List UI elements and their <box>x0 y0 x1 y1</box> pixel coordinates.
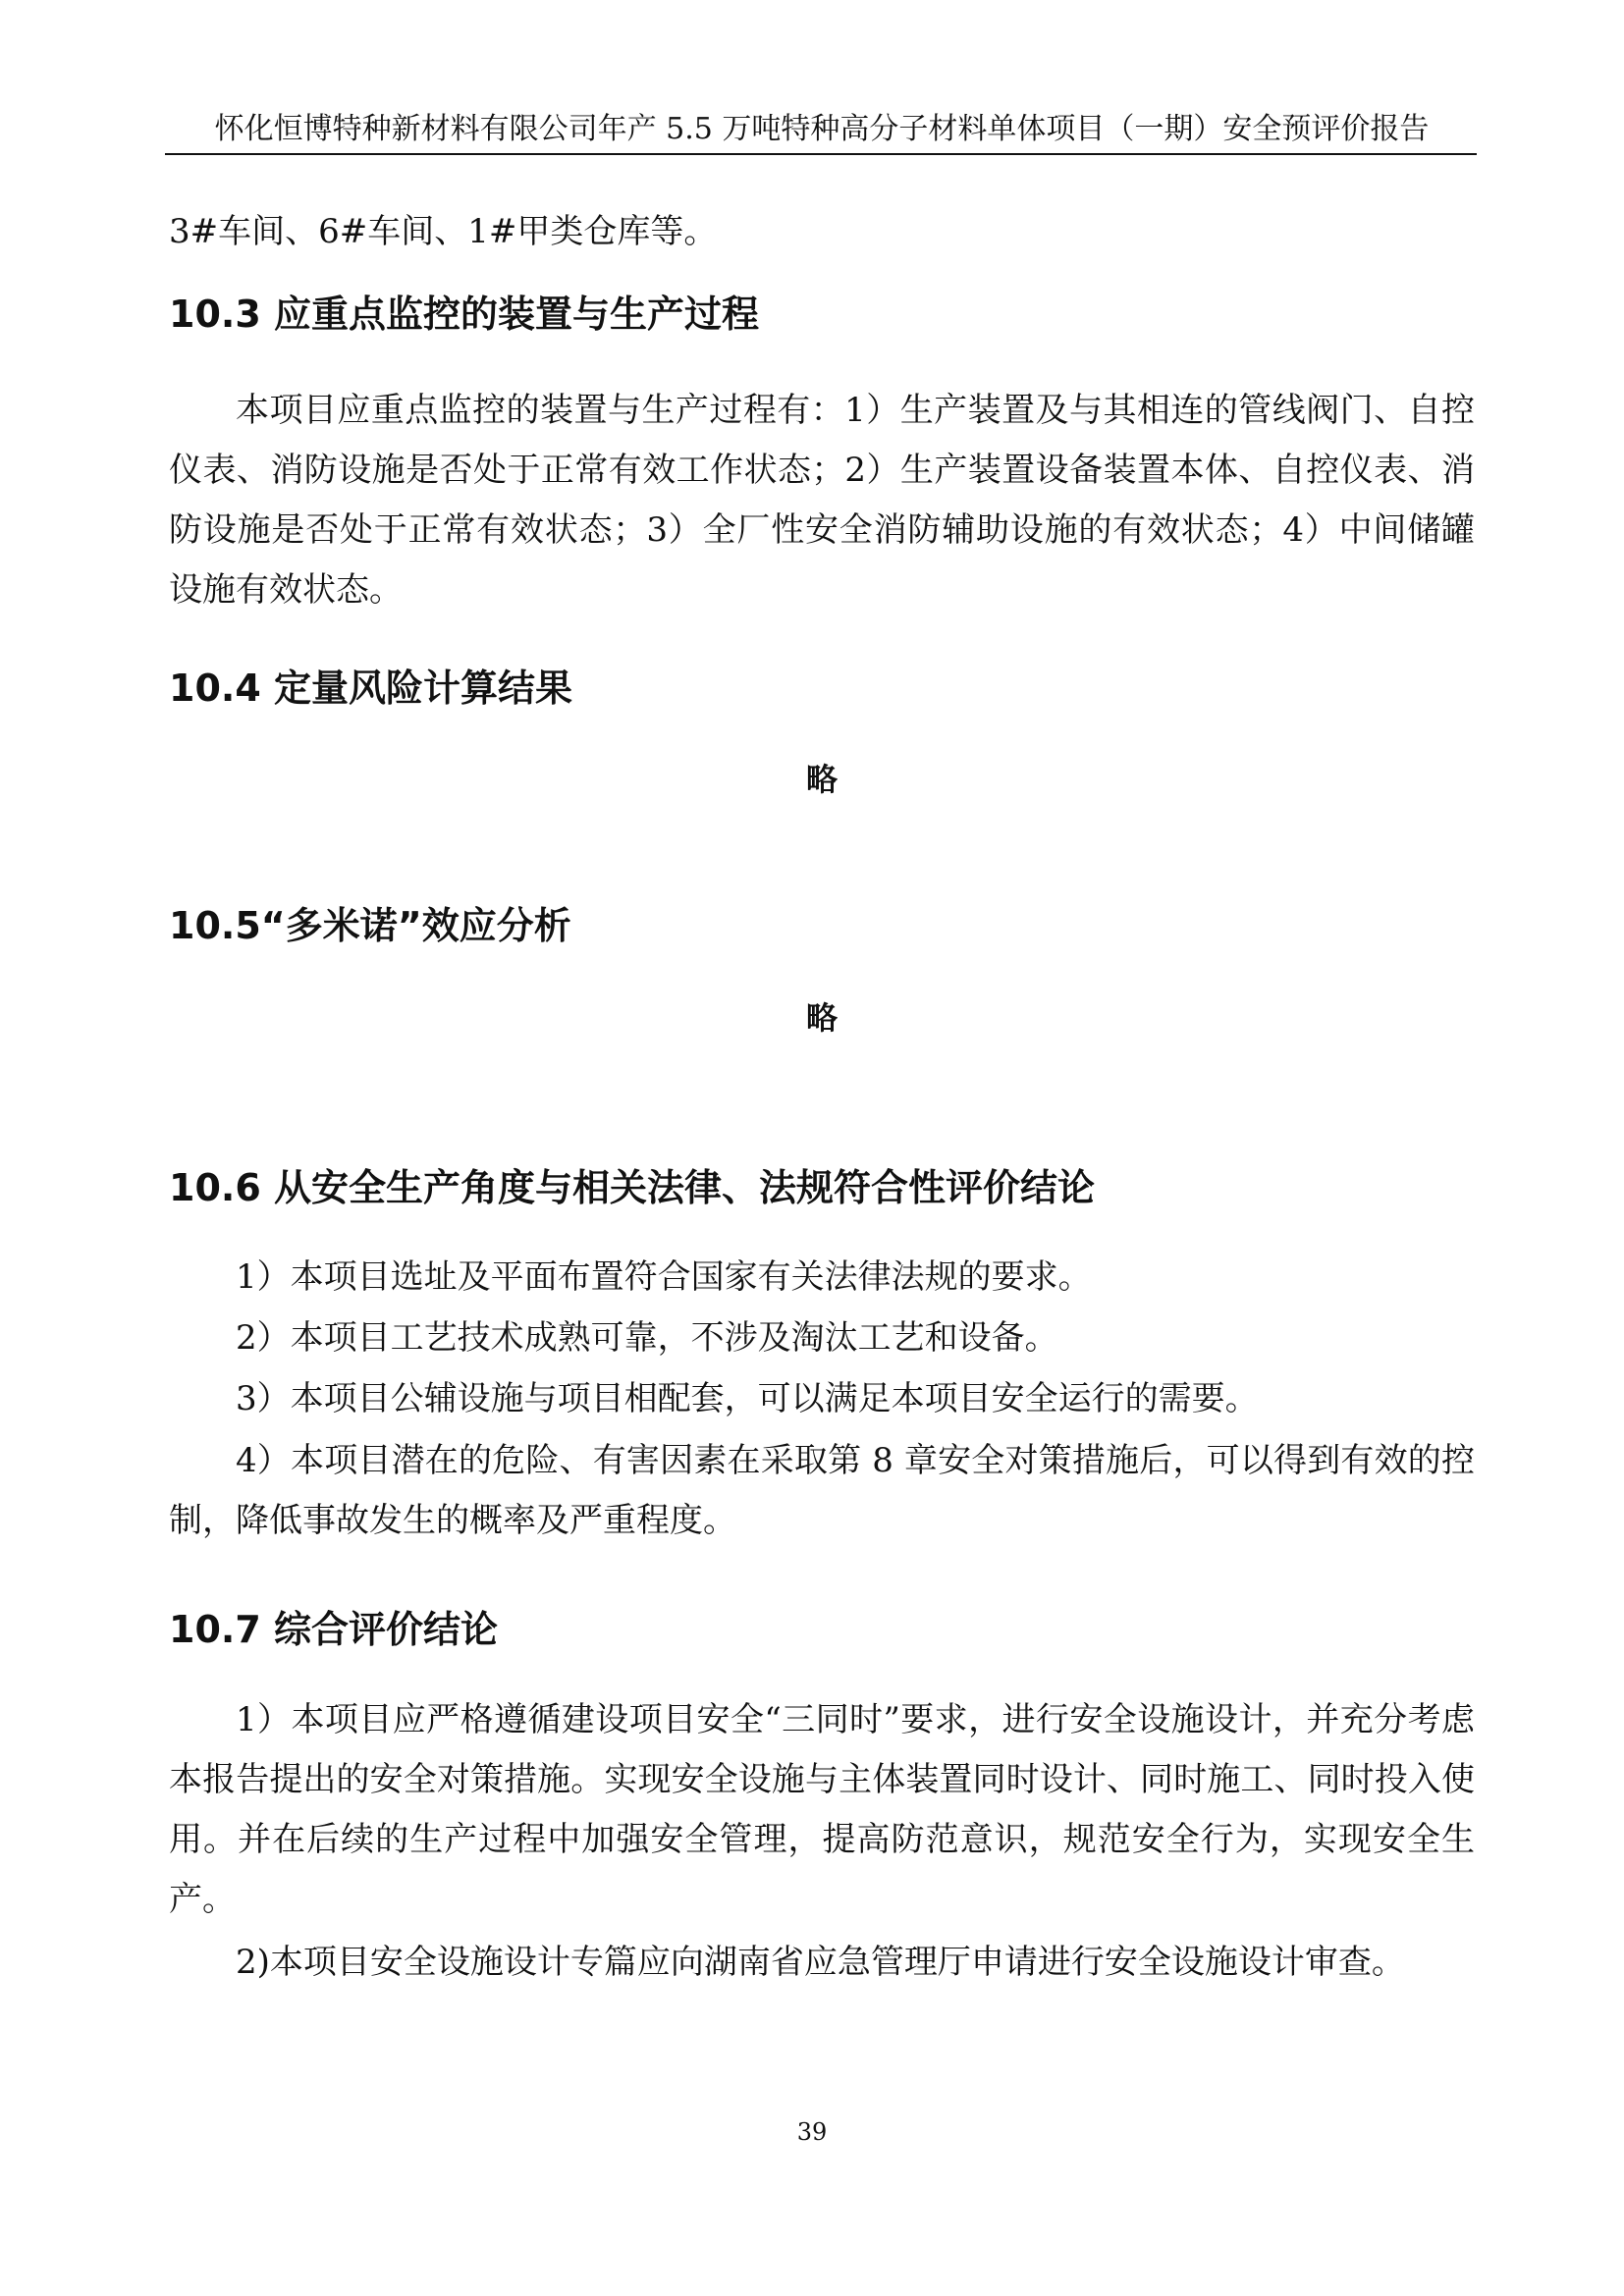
section-heading-10-5: 10.5“多米诺”效应分析 <box>169 904 571 947</box>
section-10-6-item-1: 1）本项目选址及平面布置符合国家有关法律法规的要求。 <box>236 1257 1092 1297</box>
section-10-4-omitted-note: 略 <box>805 761 838 798</box>
section-heading-10-4: 10.4 定量风险计算结果 <box>169 667 572 710</box>
section-10-6-item-3: 3）本项目公辅设施与项目相配套，可以满足本项目安全运行的需要。 <box>236 1379 1259 1418</box>
section-heading-10-6: 10.6 从安全生产角度与相关法律、法规符合性评价结论 <box>169 1166 1095 1209</box>
page-number: 39 <box>796 2118 828 2146</box>
page-header: 怀化恒博特种新材料有限公司年产 5.5 万吨特种高分子材料单体项目（一期）安全预评价报告 <box>214 112 1430 146</box>
section-10-3-paragraph: 本项目应重点监控的装置与生产过程有：1）生产装置及与其相连的管线阀门、自控仪表、消防设施是否处于正常有效工作状态；2）生产装置设备装置本体、自控仪表、消防设施是否处于正常有效状态；3）全厂性安全消防辅助设施的有效状态；4）中间储罐设施有效状态。 <box>169 391 1475 610</box>
section-10-6-item-4: 4）本项目潜在的危险、有害因素在采取第 8 章安全对策措施后，可以得到有效的控制，降低事故发生的概率及严重程度。 <box>169 1441 1475 1540</box>
section-heading-10-7: 10.7 综合评价结论 <box>169 1608 498 1651</box>
header-divider <box>165 153 1477 155</box>
section-10-6-item-2: 2）本项目工艺技术成熟可靠，不涉及淘汰工艺和设备。 <box>236 1318 1058 1358</box>
section-10-7-item-1: 1）本项目应严格遵循建设项目安全“三同时”要求，进行安全设施设计，并充分考虑本报告提出的安全对策措施。实现安全设施与主体装置同时设计、同时施工、同时投入使用。并在后续的生产过程中加强安全管理，提高防范意识，规范安全行为，实现安全生产。 <box>169 1700 1475 1919</box>
section-10-7-item-2: 2)本项目安全设施设计专篇应向湖南省应急管理厅申请进行安全设施设计审查。 <box>236 1943 1405 1982</box>
intro-line: 3#车间、6#车间、1#甲类仓库等。 <box>169 212 718 251</box>
section-heading-10-3: 10.3 应重点监控的装置与生产过程 <box>169 293 759 336</box>
section-10-5-omitted-note: 略 <box>805 999 838 1037</box>
